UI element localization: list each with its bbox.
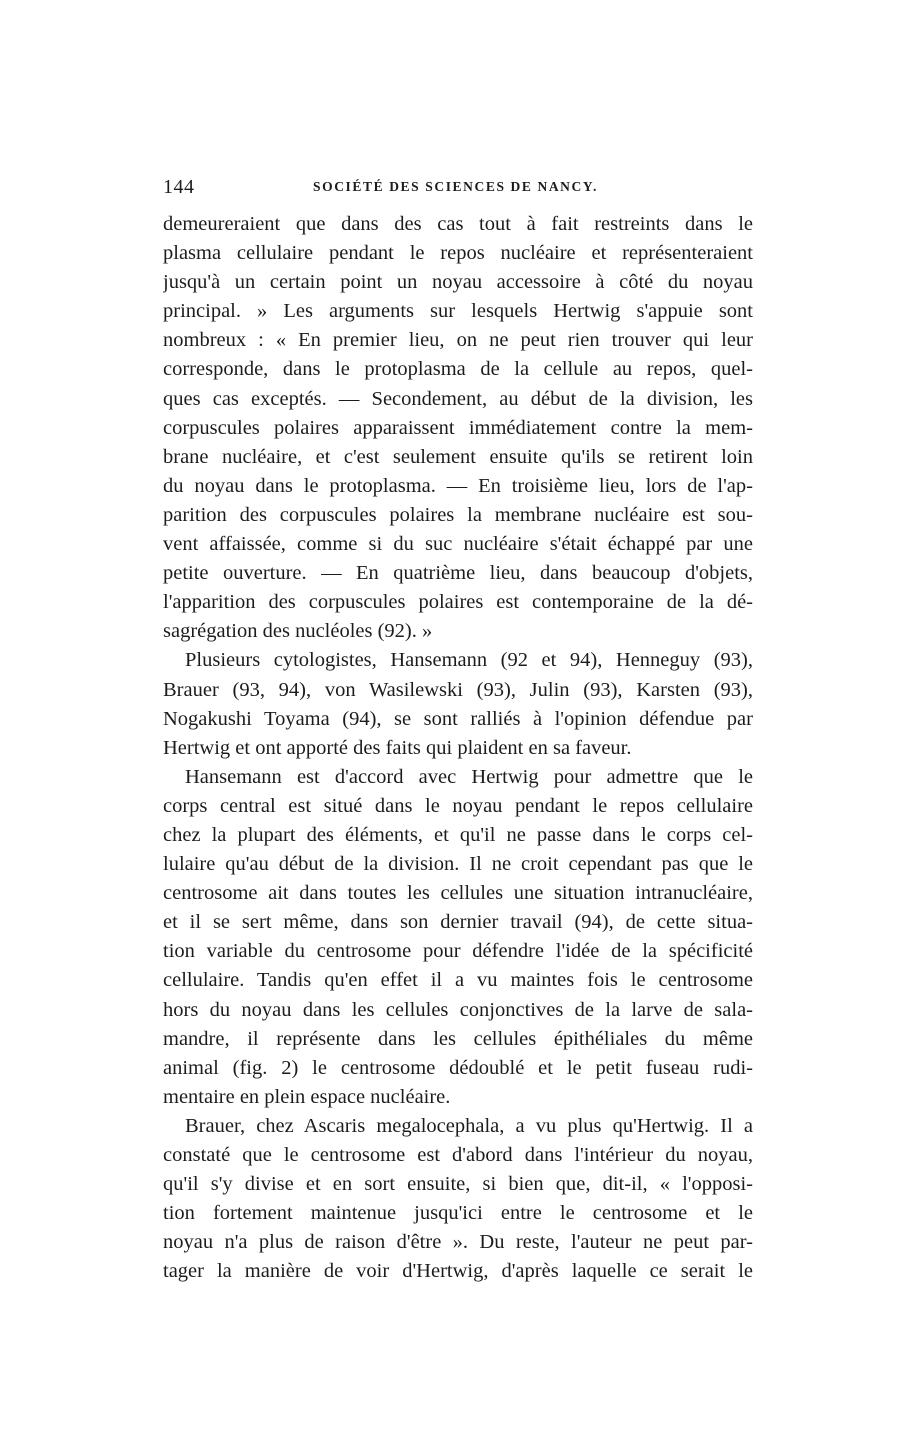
text-line: jusqu'à un certain point un noyau accessoire à côté du noyau xyxy=(163,271,753,294)
text-line: nombreux : « En premier lieu, on ne peut rien trouver qui leur xyxy=(163,329,753,352)
body-text xyxy=(163,210,753,1286)
paragraph-start-line: Hansemann est d'accord avec Hertwig pour admettre que le xyxy=(185,765,753,788)
text-line: lulaire qu'au début de la division. Il ne croit cependant pas que le xyxy=(163,853,753,876)
paragraph-end-line: Hertwig et ont apporté des faits qui plaident en sa faveur. xyxy=(163,736,632,759)
text-line: tion variable du centrosome pour défendre l'idée de la spécificité xyxy=(163,940,753,963)
text-line: noyau n'a plus de raison d'être ». Du reste, l'auteur ne peut par- xyxy=(163,1231,753,1254)
page-number: 144 xyxy=(163,176,195,198)
running-title: SOCIÉTÉ DES SCIENCES DE NANCY. xyxy=(313,179,598,194)
text-line: vent affaissée, comme si du suc nucléaire s'était échappé par une xyxy=(163,533,753,556)
text-line: chez la plupart des éléments, et qu'il ne passe dans le corps cel- xyxy=(163,823,753,846)
text-line: et il se sert même, dans son dernier travail (94), de cette situa- xyxy=(163,911,753,934)
text-line: du noyau dans le protoplasma. — En troisième lieu, lors de l'ap- xyxy=(163,474,753,497)
text-line: mandre, il représente dans les cellules épithéliales du même xyxy=(163,1027,753,1050)
text-line: corpuscules polaires apparaissent immédiatement contre la mem- xyxy=(163,416,753,439)
text-line: brane nucléaire, et c'est seulement ensuite qu'ils se retirent loin xyxy=(163,445,753,468)
text-line: Nogakushi Toyama (94), se sont ralliés à l'opinion défendue par xyxy=(163,707,753,730)
text-line: principal. » Les arguments sur lesquels Hertwig s'appuie sont xyxy=(163,300,753,323)
text-line: constaté que le centrosome est d'abord dans l'intérieur du noyau, xyxy=(163,1144,753,1166)
text-line: centrosome ait dans toutes les cellules une situation intranucléaire, xyxy=(163,882,753,905)
text-line: tion fortement maintenue jusqu'ici entre le centrosome et le xyxy=(163,1202,753,1225)
paragraph-end-line: sagrégation des nucléoles (92). » xyxy=(163,620,433,643)
text-line: qu'il s'y divise et en sort ensuite, si bien que, dit-il, « l'opposi- xyxy=(163,1173,753,1196)
text-line: hors du noyau dans les cellules conjonctives de la larve de sala- xyxy=(163,998,753,1021)
text-line: ques cas exceptés. — Secondement, au début de la division, les xyxy=(163,387,753,410)
text-line: l'apparition des corpuscules polaires est contemporaine de la dé- xyxy=(163,591,753,614)
text-line: cellulaire. Tandis qu'en effet il a vu maintes fois le centrosome xyxy=(163,969,753,992)
text-line: animal (fig. 2) le centrosome dédoublé et le petit fuseau rudi- xyxy=(163,1056,753,1079)
paragraph-start-line: Plusieurs cytologistes, Hansemann (92 et 94), Henneguy (93), xyxy=(185,649,753,672)
text-line: petite ouverture. — En quatrième lieu, dans beaucoup d'objets, xyxy=(163,562,753,585)
text-line: plasma cellulaire pendant le repos nucléaire et représenteraient xyxy=(163,242,753,265)
text-line: corresponde, dans le protoplasma de la cellule au repos, quel- xyxy=(163,358,753,381)
text-line: Brauer (93, 94), von Wasilewski (93), Julin (93), Karsten (93), xyxy=(163,678,753,701)
running-head xyxy=(163,176,753,198)
text-line: demeureraient que dans des cas tout à fait restreints dans le xyxy=(163,213,753,235)
text-line: parition des corpuscules polaires la membrane nucléaire est sou- xyxy=(163,503,753,526)
paragraph-start-line: Brauer, chez Ascaris megalocephala, a vu plus qu'Hertwig. Il a xyxy=(185,1114,753,1137)
text-line: tager la manière de voir d'Hertwig, d'après laquelle ce serait le xyxy=(163,1260,753,1283)
text-line: corps central est situé dans le noyau pendant le repos cellulaire xyxy=(163,794,753,817)
paragraph-end-line: mentaire en plein espace nucléaire. xyxy=(163,1085,451,1108)
